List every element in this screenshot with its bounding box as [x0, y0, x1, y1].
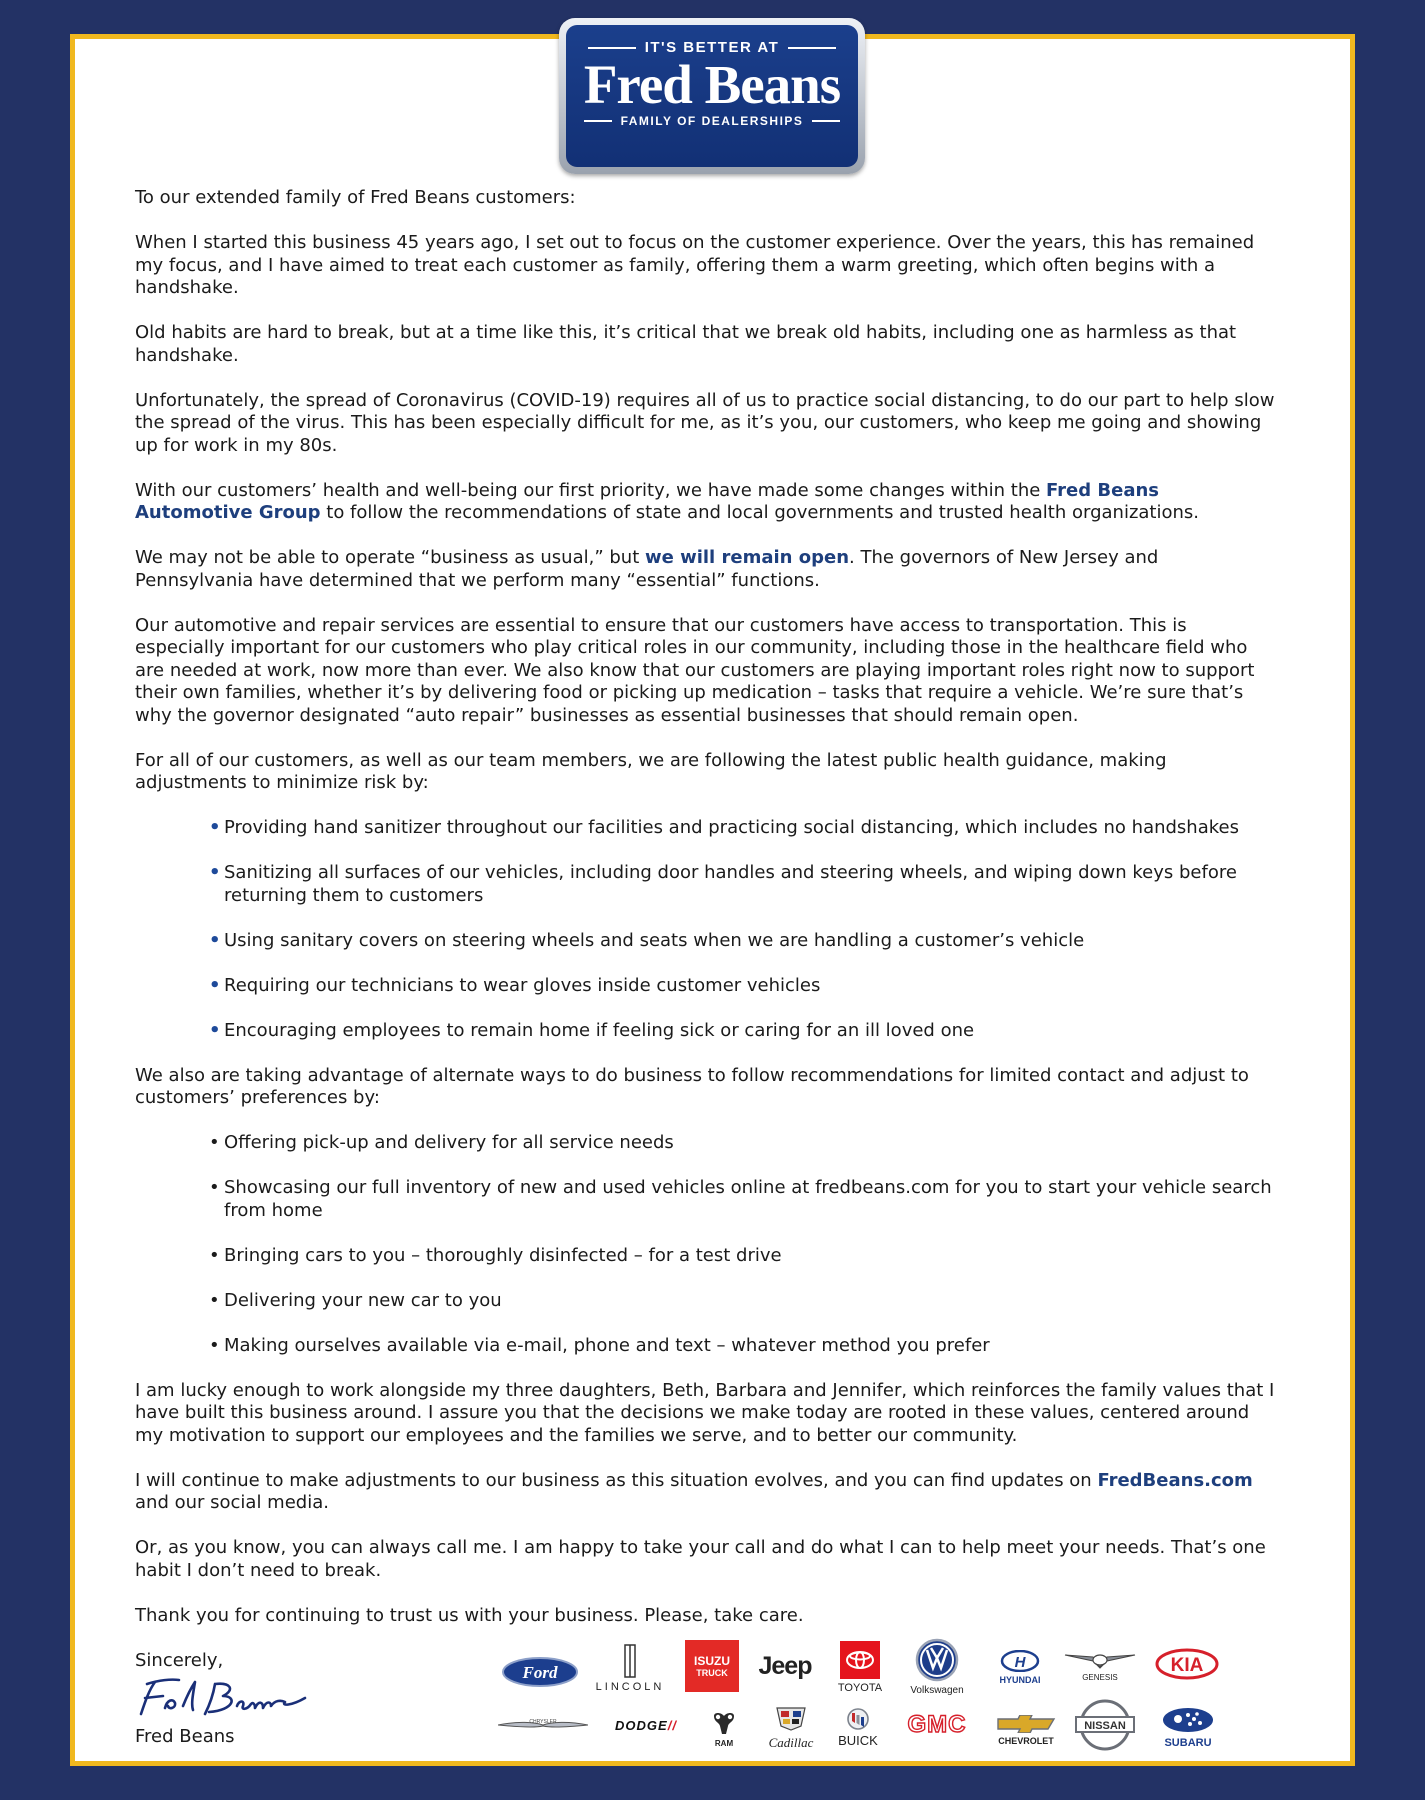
cadillac-wordmark: Cadillac — [768, 1734, 814, 1750]
paragraph-2: Old habits are hard to break, but at a time like this, it’s critical that we break old habits, including one as harmless as that handshake. — [135, 322, 1237, 366]
list-item: • Offering pick-up and delivery for all service needs — [209, 1132, 674, 1153]
paragraph-5 — [135, 547, 1275, 592]
list-item: • Delivering your new car to you — [209, 1289, 502, 1311]
list-item-text: Showcasing our full inventory of new and used vehicles online at fredbeans.com for you to start your vehicle search from home — [224, 1177, 1272, 1221]
cadillac-logo — [758, 1700, 824, 1756]
paragraph-10-text: I will continue to make adjustments to our business as this situation evolves, and you can find updates on — [135, 1469, 1098, 1491]
hyundai-logo — [990, 1644, 1050, 1690]
kia-logo — [1152, 1644, 1222, 1684]
subaru-stars-icon — [1161, 1706, 1215, 1734]
lincoln-wordmark: LINCOLN — [595, 1680, 665, 1693]
health-measures-list — [209, 817, 1275, 1042]
paragraph-4-text-end: to follow the recommendations of state and local governments and trusted health organizations. — [320, 502, 1200, 523]
chrysler-wings-icon — [498, 1718, 588, 1732]
isuzu-truck-label: TRUCK — [696, 1668, 728, 1678]
vw-emblem-icon — [915, 1638, 959, 1682]
paragraph-3: Unfortunately, the spread of Coronavirus (COVID-19) requires all of us to practice social distancing, to do our part to help slow the spread of the virus. This has been especially difficult for me, as it’s you, our customers, who keep me going and showing up for work in my 80s. — [135, 389, 1275, 456]
paragraph-4-text: With our customers’ health and well-being our first priority, we have made some changes within the — [135, 479, 1047, 501]
jeep-wordmark: Jeep — [758, 1651, 812, 1680]
website-link[interactable]: FredBeans.com — [1097, 1469, 1253, 1491]
logo-bottom-line: FAMILY OF DEALERSHIPS — [620, 114, 804, 128]
list-item-text: Providing hand sanitizer throughout our facilities and practicing social distancing, which includes no handshakes — [224, 817, 1239, 838]
list-item: • Using sanitary covers on steering wheels and seats when we are handling a customer’s vehicle — [209, 929, 1085, 951]
fred-beans-logo — [559, 18, 865, 174]
signer-name: Fred Beans — [135, 1726, 235, 1747]
paragraph-7: For all of our customers, as well as our team members, we are following the latest public health guidance, making adjustments to minimize risk by: — [135, 749, 1167, 793]
paragraph-5-text: We may not be able to operate “business as usual,” but — [135, 547, 645, 568]
genesis-wordmark: GENESIS — [1082, 1673, 1118, 1682]
paragraph-9: I am lucky enough to work alongside my three daughters, Beth, Barbara and Jennifer, which reinforces the family values that I have built this business around. I assure you that the decisions we make today are rooted in these values, centered around my motivation to support our employees and the families we serve, and to better our community. — [135, 1379, 1275, 1446]
list-item: • Encouraging employees to remain home if feeling sick or caring for an ill loved one — [209, 1019, 975, 1041]
signature-block — [135, 1650, 335, 1749]
list-item-text: Requiring our technicians to wear gloves inside customer vehicles — [224, 974, 821, 996]
chevrolet-logo — [988, 1706, 1064, 1754]
genesis-wings-icon — [1063, 1652, 1137, 1670]
ram-logo — [700, 1704, 748, 1754]
list-item-text: Offering pick-up and delivery for all service needs — [224, 1132, 674, 1153]
ford-logo — [500, 1652, 580, 1692]
dodge-logo — [600, 1712, 692, 1738]
list-item-text: Encouraging employees to remain home if feeling sick or caring for an ill loved one — [224, 1019, 975, 1041]
list-item: • Requiring our technicians to wear gloves inside customer vehicles — [209, 974, 821, 996]
chrysler-logo — [495, 1710, 591, 1740]
nissan-logo — [1070, 1696, 1140, 1754]
list-item: • Bringing cars to you – thoroughly disinfected – for a test drive — [209, 1244, 782, 1266]
business-measures-list — [209, 1132, 1275, 1357]
list-item-text: Using sanitary covers on steering wheels and seats when we are handling a customer’s vehicle — [224, 929, 1085, 951]
ram-wordmark: RAM — [714, 1739, 734, 1748]
toyota-emblem-icon — [840, 1641, 880, 1679]
gmc-logo — [894, 1708, 980, 1742]
chrysler-wordmark: CHRYSLER — [529, 1719, 557, 1725]
subaru-logo — [1152, 1700, 1224, 1754]
list-item-text: Making ourselves available via e-mail, phone and text – whatever method you prefer — [224, 1334, 990, 1356]
list-item-text: Sanitizing all surfaces of our vehicles, including door handles and steering wheels, and wiping down keys before returning them to customers — [224, 862, 1237, 906]
letter-body — [135, 187, 1275, 1627]
handwritten-signature — [135, 1676, 335, 1720]
paragraph-8: We also are taking advantage of alternate ways to do business to follow recommendations for limited contact and adjust to customers’ preferences by: — [135, 1064, 1249, 1108]
isuzu-wordmark: ISUZU — [694, 1654, 730, 1668]
list-item: • Sanitizing all surfaces of our vehicles, including door handles and steering wheels, and wiping down keys before returning them to customers — [209, 862, 1237, 906]
lincoln-star-icon — [622, 1644, 638, 1678]
volkswagen-logo — [902, 1636, 972, 1698]
paragraph-6: Our automotive and repair services are essential to ensure that our customers have access to transportation. This is especially important for our customers who play critical roles in our community, including those in the healthcare field who are needed at work, now more than ever. We also know that our customers are playing important roles right now to support their own families, whether it’s by delivering food or picking up medication – tasks that require a vehicle. We’re sure that’s why the governor designated “auto repair” businesses as essential businesses that should remain open. — [135, 614, 1255, 726]
list-item: • Showcasing our full inventory of new and used vehicles online at fredbeans.com for you to start your vehicle search from home — [209, 1177, 1272, 1221]
logo-name: Fred Beans — [583, 54, 841, 115]
group-name-highlight: Fred Beans Automotive Group — [135, 479, 1160, 523]
dodge-wordmark-text: DODGE — [615, 1717, 668, 1733]
genesis-logo — [1060, 1644, 1140, 1690]
ford-wordmark: Ford — [522, 1663, 558, 1682]
logo-top-line: IT'S BETTER AT — [644, 39, 780, 56]
chevrolet-wordmark: CHEVROLET — [998, 1735, 1054, 1746]
lincoln-logo — [590, 1638, 670, 1698]
paragraph-1: When I started this business 45 years ago, I set out to focus on the customer experience. Over the years, this has remained my focus, and I have aimed to treat each customer as family, offering them a warm greeting, which often begins with a handshake. — [135, 232, 1255, 298]
toyota-wordmark: TOYOTA — [837, 1681, 883, 1694]
remain-open-highlight: we will remain open — [644, 547, 850, 568]
list-item: • Providing hand sanitizer throughout our facilities and practicing social distancing, which includes no handshakes — [209, 817, 1239, 838]
isuzu-logo — [685, 1640, 739, 1692]
brand-logos — [490, 1630, 1270, 1760]
paragraph-10-text-end: and our social media. — [135, 1492, 329, 1513]
paragraph-11: Or, as you know, you can always call me. I am happy to take your call and do what I can to help meet your needs. That’s one habit I don’t need to break. — [135, 1537, 1266, 1581]
toyota-logo — [830, 1636, 890, 1698]
svg-text:H: H — [1014, 1653, 1026, 1671]
paragraph-12: Thank you for continuing to trust us with your business. Please, take care. — [135, 1604, 804, 1626]
salutation: To our extended family of Fred Beans customers: — [135, 187, 576, 208]
jeep-logo — [750, 1646, 820, 1686]
paragraph-4 — [135, 480, 1275, 525]
dodge-wordmark: DODGE// — [615, 1717, 677, 1733]
buick-shields-icon — [846, 1708, 870, 1730]
chevrolet-bowtie-icon — [996, 1715, 1056, 1733]
paragraph-10 — [135, 1470, 1275, 1515]
list-item-text: Delivering your new car to you — [224, 1289, 502, 1311]
kia-wordmark: KIA — [1170, 1655, 1204, 1676]
subaru-wordmark: SUBARU — [1164, 1736, 1212, 1749]
nissan-wordmark: NISSAN — [1084, 1720, 1126, 1732]
gmc-wordmark: GMC — [907, 1711, 967, 1738]
buick-wordmark: BUICK — [838, 1733, 878, 1748]
closing: Sincerely, — [135, 1650, 224, 1671]
ram-head-icon — [711, 1710, 737, 1736]
volkswagen-wordmark: Volkswagen — [910, 1685, 964, 1696]
hyundai-emblem-icon — [1000, 1650, 1040, 1672]
cadillac-crest-icon — [771, 1706, 811, 1732]
buick-logo — [830, 1702, 886, 1754]
hyundai-wordmark: HYUNDAI — [999, 1674, 1041, 1685]
list-item: • Making ourselves available via e-mail, phone and text – whatever method you prefer — [209, 1334, 990, 1356]
list-item-text: Bringing cars to you – thoroughly disinfected – for a test drive — [224, 1244, 782, 1266]
paragraph-5-text-end: . The governors of New Jersey and Pennsylvania have determined that we perform many “essential” functions. — [135, 547, 1159, 591]
